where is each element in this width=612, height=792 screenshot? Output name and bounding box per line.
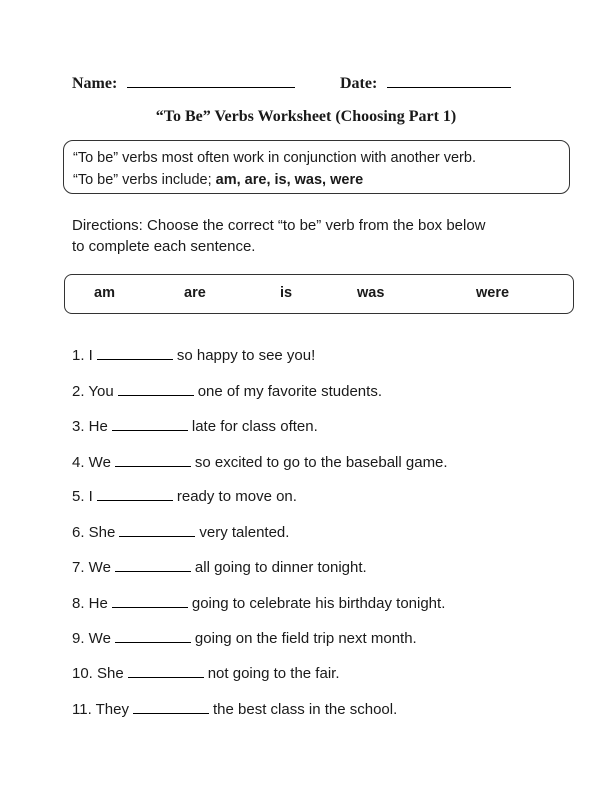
answer-blank[interactable] (112, 593, 188, 608)
date-label: Date: (340, 75, 378, 92)
question-prefix: 2. You (72, 383, 114, 400)
question-prefix: 1. I (72, 347, 93, 364)
name-blank[interactable] (127, 73, 295, 88)
question-suffix: so happy to see you! (176, 347, 316, 364)
info-line-1: “To be” verbs most often work in conjunction with another verb. (73, 150, 476, 166)
question-suffix: all going to dinner tonight. (194, 559, 367, 576)
answer-blank[interactable] (97, 486, 173, 501)
question-11 (72, 699, 397, 718)
answer-blank[interactable] (97, 345, 173, 360)
question-3 (72, 416, 318, 435)
date-field[interactable] (340, 73, 511, 93)
date-blank[interactable] (387, 73, 511, 88)
question-prefix: 8. He (72, 595, 108, 612)
question-prefix: 9. We (72, 630, 111, 647)
name-field[interactable] (72, 73, 295, 93)
question-prefix: 4. We (72, 454, 111, 471)
info-line-2 (73, 172, 363, 188)
answer-blank[interactable] (115, 452, 191, 467)
question-suffix: the best class in the school. (212, 701, 398, 718)
question-2 (72, 381, 382, 400)
word-were: were (476, 285, 510, 301)
question-suffix: very talented. (199, 524, 290, 541)
question-10 (72, 663, 339, 682)
word-was: was (357, 285, 385, 301)
question-suffix: going to celebrate his birthday tonight. (191, 595, 446, 612)
question-suffix: late for class often. (191, 418, 318, 435)
question-1 (72, 345, 315, 364)
question-prefix: 10. She (72, 665, 124, 682)
question-suffix: one of my favorite students. (197, 383, 382, 400)
question-prefix: 11. They (72, 701, 129, 718)
directions-line-2: to complete each sentence. (72, 238, 256, 255)
question-suffix: going on the field trip next month. (194, 630, 417, 647)
answer-blank[interactable] (133, 699, 209, 714)
word-is: is (280, 285, 293, 301)
directions-line-1: Directions: Choose the correct “to be” verb from the box below (72, 217, 486, 234)
question-suffix: ready to move on. (176, 488, 297, 505)
question-9 (72, 628, 417, 647)
word-bank (64, 274, 574, 314)
word-are: are (184, 285, 206, 301)
question-prefix: 3. He (72, 418, 108, 435)
answer-blank[interactable] (115, 628, 191, 643)
question-prefix: 6. She (72, 524, 116, 541)
question-8 (72, 593, 445, 612)
answer-blank[interactable] (119, 522, 195, 537)
question-suffix: not going to the fair. (207, 665, 340, 682)
answer-blank[interactable] (115, 557, 191, 572)
question-prefix: 7. We (72, 559, 111, 576)
word-am: am (94, 285, 115, 301)
answer-blank[interactable] (128, 663, 204, 678)
answer-blank[interactable] (112, 416, 188, 431)
question-5 (72, 486, 297, 505)
info-line-2-verbs: am, are, is, was, were (215, 172, 364, 188)
info-box (63, 140, 570, 194)
answer-blank[interactable] (118, 381, 194, 396)
question-suffix: so excited to go to the baseball game. (194, 454, 448, 471)
question-4 (72, 452, 448, 471)
directions (72, 215, 552, 257)
question-prefix: 5. I (72, 488, 93, 505)
question-7 (72, 557, 367, 576)
info-line-2-prefix: “To be” verbs include; (73, 172, 216, 188)
worksheet-title: “To Be” Verbs Worksheet (Choosing Part 1) (155, 108, 457, 125)
name-label: Name: (72, 75, 118, 92)
question-6 (72, 522, 289, 541)
